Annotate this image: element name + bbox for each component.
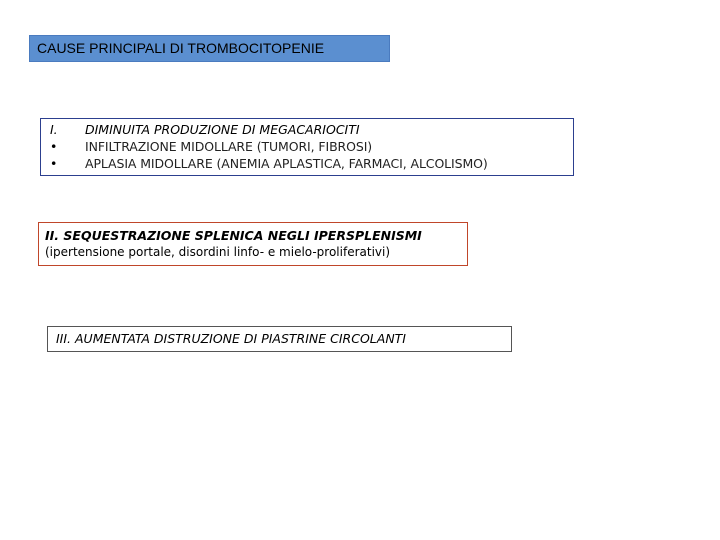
bullet-icon: • bbox=[50, 156, 58, 171]
bullet-icon: • bbox=[50, 139, 58, 154]
cause-heading: DIMINUITA PRODUZIONE DI MEGACARIOCITI bbox=[85, 122, 360, 137]
roman-numeral-marker: I. bbox=[50, 122, 58, 137]
cause-detail: INFILTRAZIONE MIDOLLARE (TUMORI, FIBROSI) bbox=[85, 139, 373, 154]
cause-box-increased-destruction bbox=[47, 326, 512, 352]
cause-heading: II. SEQUESTRAZIONE SPLENICA NEGLI IPERSPLENISMI bbox=[45, 228, 422, 243]
cause-box-splenic-sequestration bbox=[38, 222, 468, 266]
cause-detail: APLASIA MIDOLLARE (ANEMIA APLASTICA, FARMACI, ALCOLISMO) bbox=[85, 156, 488, 171]
cause-heading: III. AUMENTATA DISTRUZIONE DI PIASTRINE CIRCOLANTI bbox=[56, 331, 406, 346]
cause-box-reduced-production bbox=[40, 118, 574, 176]
slide-title: CAUSE PRINCIPALI DI TROMBOCITOPENIE bbox=[29, 35, 390, 62]
cause-subtext: (ipertensione portale, disordini linfo- e mielo-proliferativi) bbox=[45, 245, 391, 259]
